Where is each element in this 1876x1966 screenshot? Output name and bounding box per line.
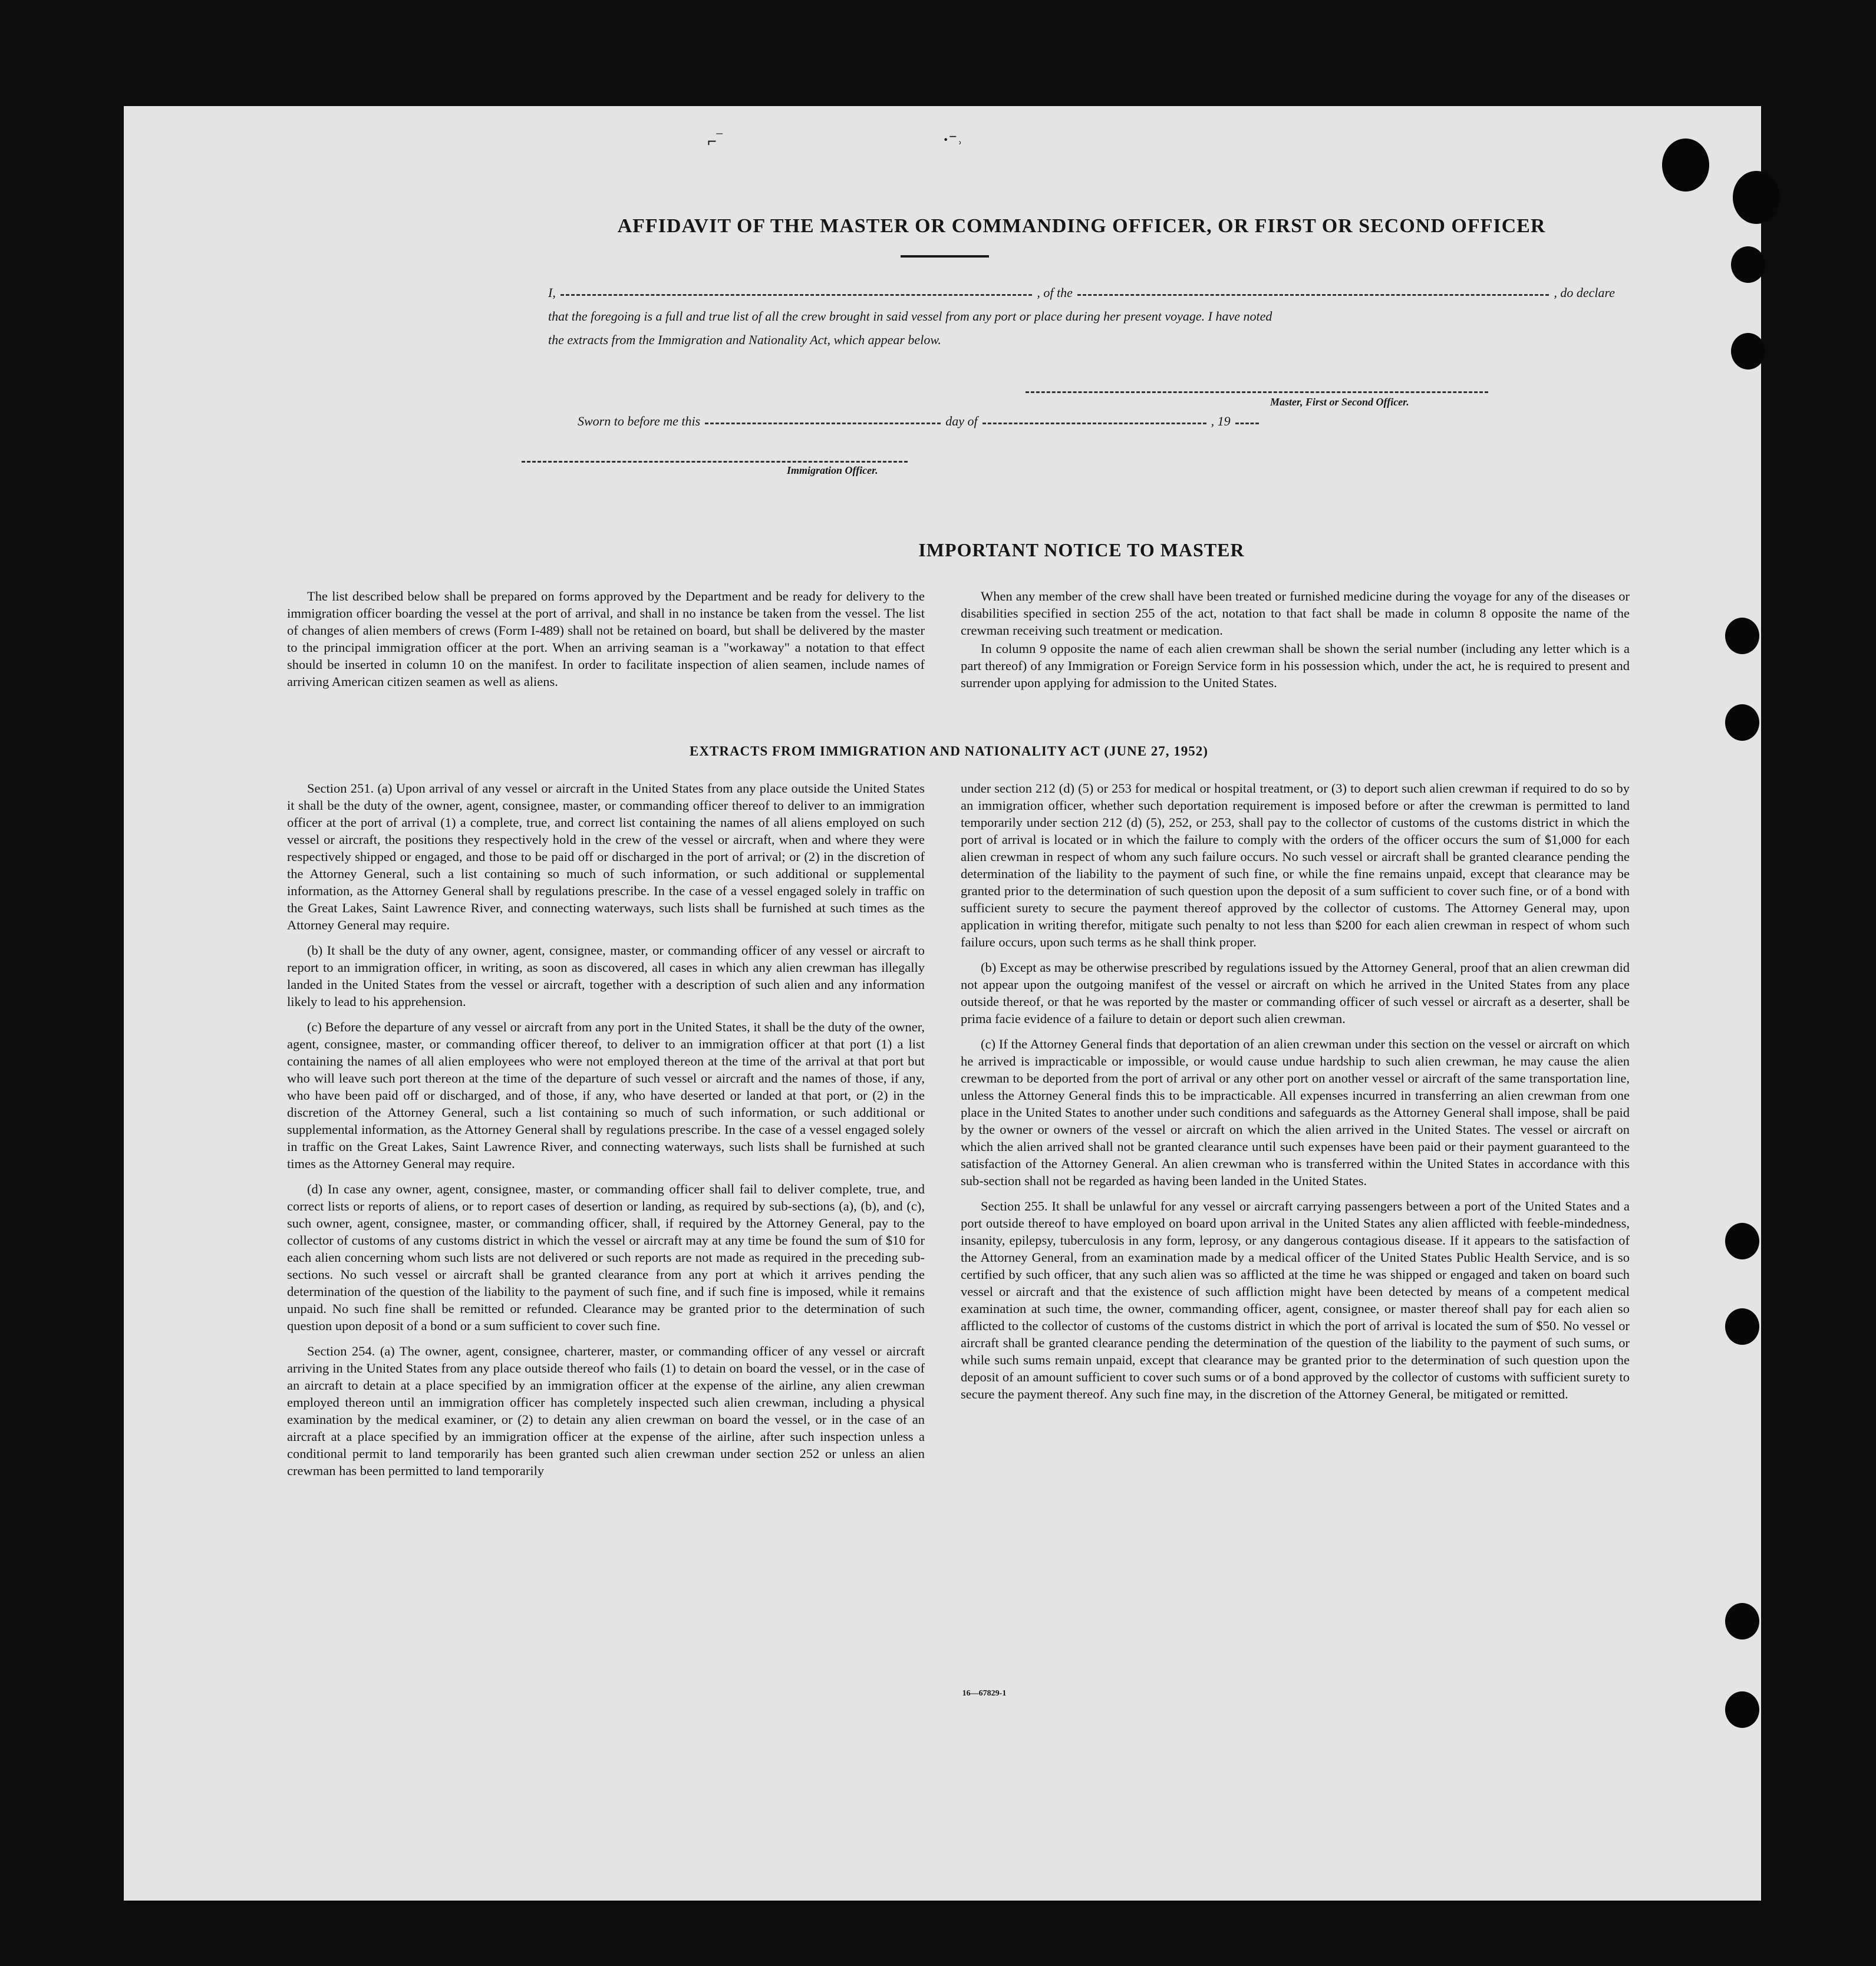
section-251a: Section 251. (a) Upon arrival of any vessel or aircraft in the United States from any place outside the United States it shall be the duty of the owner, agent, consignee, master, or commanding officer thereof to deliver to an immigration officer at the port of arrival (1) a complete, true, and correct list containing the names of all aliens employed on such vessel or aircraft, the positions they respectively hold in the crew of the vessel or aircraft, when and where they were respectively shipped or engaged, and those to be paid off or discharged in the port of arrival; or (2) in the discretion of the Attorney General, such a list containing so much of such information, or such additional or supplemental information, as the Attorney General shall by regulations prescribe. In the case of a vessel engaged solely in traffic on the Great Lakes, Saint Lawrence River, and connecting waterways, such lists shall be furnished at such times as the Attorney General may require. — [287, 781, 925, 932]
notice-right-column — [961, 588, 1630, 700]
punch-hole — [1725, 1691, 1759, 1728]
affidavit-title: AFFIDAVIT OF THE MASTER OR COMMANDING OFFICER, OR FIRST OR SECOND OFFICER — [617, 215, 1546, 237]
notice-right-text-1: When any member of the crew shall have been treated or furnished medicine during the voyage for any of the diseases or disabilities specified in section 255 of the act, notation to that fact shall be made in column 8 opposite the name of the crewman receiving such treatment or medication. — [961, 589, 1630, 638]
sworn-year-blank[interactable] — [1235, 423, 1259, 424]
form-number: 16—67829-1 — [962, 1689, 1007, 1698]
section-254b: (b) Except as may be otherwise prescribed by regulations issued by the Attorney General, proof that an alien crewman did not appear upon the outgoing manifest of the vessel or aircraft on which he arrived in the United States from any place outside thereof, or that he was reported by the master or commanding officer of such vessel or aircraft as a deserter, shall be prima facie evidence of a failure to detain or deport such alien crewman. — [961, 960, 1630, 1026]
section-254a-cont: under section 212 (d) (5) or 253 for medical or hospital treatment, or (3) to deport such alien crewman if required to do so by an immigration officer, whether such deportation requirement is imposed before or after the crewman is permitted to land temporarily under section 212 (d) (5), 252, or 253, shall pay to the collector of customs of the customs district in which the port of arrival is located or in which the failure to comply with the orders of the officer occurs the sum of $1,000 for each alien crewman in respect of whom any such failure occurs. No such vessel or aircraft shall be granted clearance pending the determination of the liability to the payment of such fine, or while the fine remains unpaid, except that clearance may be granted prior to the determination of such question upon the deposit of a sum sufficient to cover such fine, or of a bond with sufficient surety to secure the payment thereof approved by the collector of customs. The Attorney General may, upon application in writing therefor, mitigate such penalty to not less than $200 for each alien crewman in respect of whom such failure occurs, upon such terms as he shall think proper. — [961, 781, 1630, 949]
sworn-month-blank[interactable] — [982, 423, 1206, 424]
scratch-mark: ·⁻˒ — [943, 131, 963, 149]
sworn-prefix: Sworn to before me this — [578, 414, 701, 428]
punch-hole — [1725, 618, 1759, 654]
title-rule — [901, 255, 989, 258]
notice-right-text-2: In column 9 opposite the name of each alien crewman shall be shown the serial number (including any letter which is a part thereof) of any Immigration or Foreign Service form in his possession which, under the act, he is required to present and surrender upon applying for admission to the United States. — [961, 641, 1630, 690]
notice-title: IMPORTANT NOTICE TO MASTER — [918, 539, 1245, 560]
punch-hole — [1731, 246, 1765, 283]
punch-hole — [1662, 138, 1709, 192]
sworn-year-label: , 19 — [1211, 414, 1231, 428]
section-254c: (c) If the Attorney General finds that deportation of an alien crewman under this section on the vessel or aircraft on which he arrived is impracticable or impossible, or would cause undue hardship to such alien crewman, he may cause the alien crewman to be deported from the port of arrival or any other port on another vessel or aircraft of the same transportation line, unless the Attorney General finds this to be impracticable. All expenses incurred in transferring an alien crewman from one place in the United States to another under such conditions and safeguards as the Attorney General shall impose, shall be paid by the owner or owners of the vessel or aircraft on which the alien arrived in the United States. The vessel or aircraft on which the alien arrived shall not be granted clearance until such expenses have been paid or their payment guaranteed to the satisfaction of the Attorney General. An alien crewman who is transferred within the United States in accordance with this sub-section shall not be regarded as having been landed in the United States. — [961, 1037, 1630, 1188]
immigration-officer-caption: Immigration Officer. — [787, 464, 878, 476]
punch-hole — [1731, 333, 1765, 370]
section-254a: Section 254. (a) The owner, agent, consignee, charterer, master, or commanding officer of any vessel or aircraft arriving in the United States from any place outside thereof who fails (1) to detain on board the vessel, or in the case of an aircraft to detain at a place specified by an immigration officer at the expense of the airline, any alien crewman employed thereon until an immigration officer has completely inspected such alien crewman, including a physical examination by the medical examiner, or (2) to detain any alien crewman on board the vessel, or in the case of an aircraft at a place specified by an immigration officer at the expense of the airline, after such inspection unless a conditional permit to land temporarily has been granted such alien crewman under section 252 or unless an alien crewman has been permitted to land temporarily — [287, 1344, 925, 1478]
master-signature-line[interactable] — [1026, 391, 1488, 393]
sworn-line — [578, 405, 1344, 429]
affidavit-line-3: the extracts from the Immigration and Nationality Act, which appear below. — [548, 332, 941, 347]
notice-left-text: The list described below shall be prepared on forms approved by the Department and be ready for delivery to the immigration officer boarding the vessel at the port of arrival, and shall in no instance be taken from the vessel. The list of changes of alien members of crews (Form I-489) shall not be retained on board, but shall be delivered by the master to the principal immigration officer at the port. When an arriving seaman is a "workaway" a notation to that effect should be inserted in column 10 on the manifest. In order to facilitate inspection of alien seamen, include names of arriving American citizen seamen as well as aliens. — [287, 589, 925, 689]
master-signature-caption: Master, First or Second Officer. — [1270, 396, 1409, 408]
affidavit-i: I, — [548, 285, 556, 300]
extracts-heading: EXTRACTS FROM IMMIGRATION AND NATIONALITY ACT (JUNE 27, 1952) — [690, 744, 1208, 758]
affidavit-of-the: , of the — [1037, 285, 1073, 300]
punch-hole — [1725, 704, 1759, 741]
section-255: Section 255. It shall be unlawful for any vessel or aircraft carrying passengers between a port of the United States and a port outside thereof to have employed on board upon arrival in the United States any alien afflicted with feeble-mindedness, insanity, epilepsy, tuberculosis in any form, leprosy, or any dangerous contagious disease. If it appears to the satisfaction of the Attorney General, from an examination made by a medical officer of the United States Public Health Service, and is so certified by such officer, that any such alien was so afflicted at the time he was shipped or engaged and taken on board such vessel or aircraft and that the existence of such affliction might have been detected by means of a competent medical examination at such time, the owner, commanding officer, agent, consignee, or master thereof shall pay for each alien so afflicted to the collector of customs of the customs district in which the port of arrival is located the sum of $50. No vessel or aircraft shall be granted clearance pending the determination of the question of the liability to the payment of such sums, or while such sums remain unpaid, except that clearance may be granted prior to the determination of such question upon the deposit of an amount sufficient to cover such sums or of a bond approved by the collector of customs with sufficient surety to secure the payment thereof. Any such fine may, in the discretion of the Attorney General, be mitigated or remitted. — [961, 1199, 1630, 1401]
punch-hole — [1725, 1308, 1759, 1345]
sworn-day-label: day of — [945, 414, 978, 428]
extracts-left-column — [287, 780, 925, 1487]
punch-hole — [1733, 171, 1780, 224]
immigration-officer-signature-line[interactable] — [522, 461, 908, 463]
section-251d: (d) In case any owner, agent, consignee, master, or commanding officer shall fail to deliver complete, true, and correct lists or reports of aliens, or to report cases of desertion or landing, as required by sub-sections (a), (b), and (c), such owner, agent, consignee, master, or commanding officer, shall, if required by the Attorney General, pay to the collector of customs of any customs district in which the vessel or aircraft may at any time be found the sum of $10 for each alien concerning whom such lists are not delivered or such reports are not made as required in the preceding sub-sections. No such vessel or aircraft shall be granted clearance from any port at which it arrives pending the determination of the question of the liability to the payment of such fine, and if such fine is imposed, while it remains unpaid. No such fine shall be remitted or refunded. Clearance may be granted prior to the determination of such question upon deposit of a bond or a sum sufficient to cover such fine. — [287, 1182, 925, 1333]
sworn-day-blank[interactable] — [705, 423, 941, 424]
name-blank[interactable] — [561, 294, 1033, 296]
document-page — [124, 106, 1761, 1901]
extracts-right-column — [961, 780, 1630, 1411]
punch-hole — [1725, 1223, 1759, 1259]
section-251b: (b) It shall be the duty of any owner, agent, consignee, master, or commanding officer of any vessel or aircraft to report to an immigration officer, in writing, as soon as discovered, all cases in which any alien crewman has illegally landed in the United States from the vessel or aircraft, together with a description of such alien and any information likely to lead to his apprehension. — [287, 943, 925, 1009]
affidavit-line-1 — [548, 277, 1615, 301]
section-251c: (c) Before the departure of any vessel or aircraft from any port in the United States, it shall be the duty of the owner, agent, consignee, master, or commanding officer thereof, to deliver to an immigration officer at that port (1) a list containing the names of all alien employees who were not employed thereon at the time of the arrival at that port but who will leave such port thereon at the time of the departure of such vessel or aircraft and the names of those, if any, who have been paid off or discharged, and of those, if any, who have deserted or landed at that port, or (2) in the discretion of the Attorney General, such a list containing so much of such information, or such additional or supplemental information, as the Attorney General shall by regulations prescribe. In the case of a vessel engaged solely in traffic on the Great Lakes, Saint Lawrence River, and connecting waterways, such lists shall be furnished at such times as the Attorney General may require. — [287, 1020, 925, 1171]
punch-hole — [1725, 1603, 1759, 1640]
vessel-blank[interactable] — [1077, 294, 1549, 296]
affidavit-do-declare: , do declare — [1554, 285, 1615, 300]
notice-left-column — [287, 588, 925, 698]
affidavit-line-2: that the foregoing is a full and true list of all the crew brought in said vessel from any port or place during her present voyage. I have noted — [548, 309, 1272, 324]
scratch-mark: ⌐‾ — [707, 133, 723, 151]
